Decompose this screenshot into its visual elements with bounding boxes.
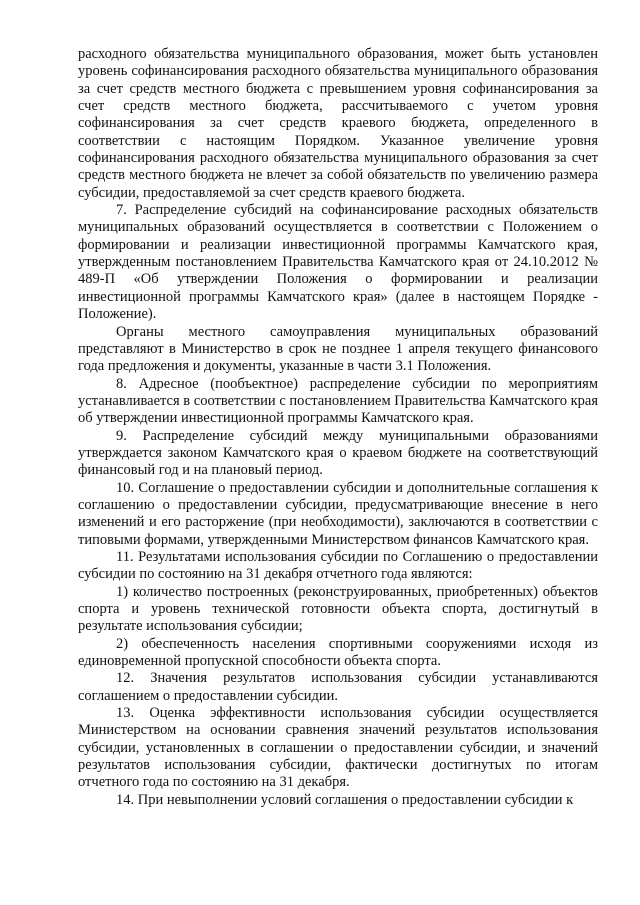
- paragraph-7: 7. Распределение субсидий на софинансирование расходных обязательств муниципальных образований осуществляется в соответствии с Положением о формировании и реализации инвестиционной программы Камчатского края, утвержденным постановлением Правительства Камчатского края от 24.10.2012 № 489-П «Об утверждении Положения о формировании и реализации инвестиционной программы Камчатского края» (далее в настоящем Порядке - Положение).: [78, 202, 598, 323]
- paragraph-12: 12. Значения результатов использования субсидии устанавливаются соглашением о предоставлении субсидии.: [78, 670, 598, 704]
- document-page: [78, 46, 598, 809]
- paragraph-7-organs: Органы местного самоуправления муниципальных образований представляют в Министерство в срок не позднее 1 апреля текущего финансового года предложения и документы, указанные в части 3.1 Положения.: [78, 323, 598, 375]
- paragraph-9: 9. Распределение субсидий между муниципальными образованиями утверждается законом Камчатского края о краевом бюджете на соответствующий финансовый год и на плановый период.: [78, 427, 598, 479]
- paragraph-8: 8. Адресное (пообъектное) распределение субсидии по мероприятиям устанавливается в соответствии с постановлением Правительства Камчатского края об утверждении инвестиционной программы Камчатского края.: [78, 375, 598, 427]
- paragraph-13: 13. Оценка эффективности использования субсидии осуществляется Министерством на основании сравнения значений результатов использования субсидии, установленных в соглашении о предоставлении субсидии, и значений результатов использования субсидии, фактически достигнутых по итогам отчетного года по состоянию на 31 декабря.: [78, 705, 598, 791]
- paragraph-11: 11. Результатами использования субсидии по Соглашению о предоставлении субсидии по состоянию на 31 декабря отчетного года являются:: [78, 548, 598, 583]
- paragraph-10: 10. Соглашение о предоставлении субсидии и дополнительные соглашения к соглашению о предоставлении субсидии, предусматривающие внесение в него изменений и его расторжение (при необходимости), заключаются в соответствии с типовыми формами, утвержденными Министерством финансов Камчатского края.: [78, 479, 598, 548]
- paragraph-11-item-2: 2) обеспеченность населения спортивными сооружениями исходя из единовременной пропускной способности объекта спорта.: [78, 635, 598, 670]
- paragraph-14: 14. При невыполнении условий соглашения о предоставлении субсидии к: [116, 791, 574, 808]
- paragraph-11-item-1: 1) количество построенных (реконструированных, приобретенных) объектов спорта и уровень технической готовности объекта спорта, достигнутый в результате использования субсидии;: [78, 583, 598, 635]
- paragraph-continuation: расходного обязательства муниципального образования, может быть установлен уровень софинансирования расходного обязательства муниципального образования за счет средств местного бюджета с превышением уровня софинансирования за счет средств местного бюджета, рассчитываемого с учетом уровня софинансирования за счет средств краевого бюджета, определенного в соответствии с настоящим Порядком. Указанное увеличение уровня софинансирования расходного обязательства муниципального образования за счет средств местного бюджета не влечет за собой обязательств по увеличению размера субсидии, предоставляемой за счет средств краевого бюджета.: [78, 46, 598, 201]
